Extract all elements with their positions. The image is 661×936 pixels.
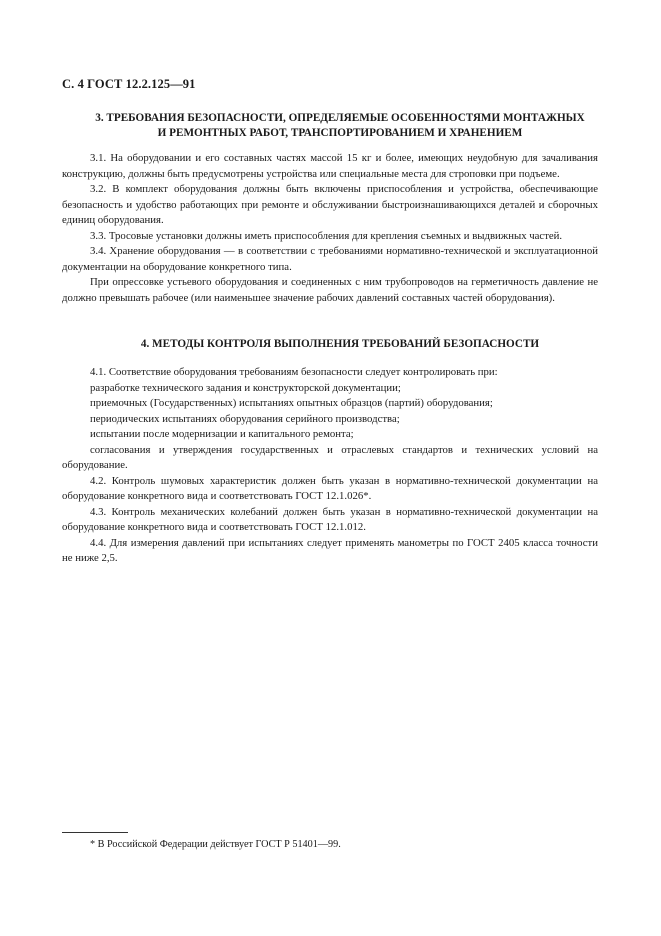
section-4-body (62, 365, 598, 567)
paragraph-3-1: 3.1. На оборудовании и его составных частях массой 15 кг и более, имеющих неудобную для зачаливания конструкцию, должны быть предусмотрены устройства или специальные места для строповки при подъеме. (62, 152, 598, 180)
footnote-divider (62, 832, 128, 833)
paragraph-3-4: 3.4. Хранение оборудования — в соответствии с требованиями нормативно-технической и эксплуатационной документации на оборудование конкретного типа. (62, 245, 598, 273)
list-item-acceptance-tests: приемочных (Государственных) испытаниях опытных образцов (партий) оборудования; (90, 397, 493, 409)
paragraph-3-4-pressure: При опрессовке устьевого оборудования и соединенных с ним трубопроводов на герметичность давление не должно превышать рабочее (или наименьшее значение рабочих давлений составных частей оборудования). (62, 276, 598, 304)
list-item-technical-task: разработке технического задания и конструкторской документации; (90, 381, 401, 394)
section-4-title: 4. МЕТОДЫ КОНТРОЛЯ ВЫПОЛНЕНИЯ ТРЕБОВАНИЙ БЕЗОПАСНОСТИ (140, 338, 540, 350)
paragraph-4-1: 4.1. Соответствие оборудования требованиям безопасности следует контролировать при: (90, 366, 498, 378)
paragraph-3-2: 3.2. В комплект оборудования должны быть включены приспособления и устройства, обеспечивающие безопасность и удобство работающих при ремонте и обслуживании быстроизнашивающихся деталей и сборочных единиц оборудования. (62, 183, 598, 226)
section-3-body (62, 151, 598, 306)
footnote: * В Российской Федерации действует ГОСТ Р 51401—99. (90, 839, 341, 850)
list-item-periodic-tests: периодических испытаниях оборудования серийного производства; (90, 412, 400, 425)
section-3-title-line-1: 3. ТРЕБОВАНИЯ БЕЗОПАСНОСТИ, ОПРЕДЕЛЯЕМЫЕ ОСОБЕННОСТЯМИ МОНТАЖНЫХ (95, 112, 585, 124)
section-3-title (62, 111, 618, 141)
page-header: С. 4 ГОСТ 12.2.125—91 (62, 77, 196, 91)
paragraph-4-2: 4.2. Контроль шумовых характеристик должен быть указан в нормативно-технической документации на оборудование конкретного вида и соответствовать ГОСТ 12.1.026*. (62, 474, 598, 502)
paragraph-4-4: 4.4. Для измерения давлений при испытаниях следует применять манометры по ГОСТ 2405 класса точности не ниже 2,5. (62, 536, 598, 564)
paragraph-3-3: 3.3. Тросовые установки должны иметь приспособления для крепления съемных и выдвижных частей. (90, 229, 563, 242)
list-item-standards-approval: согласования и утверждения государственных и отраслевых стандартов и технических условий на оборудование. (62, 443, 598, 471)
section-3-title-line-2: И РЕМОНТНЫХ РАБОТ, ТРАНСПОРТИРОВАНИЕМ И ХРАНЕНИЕМ (157, 127, 523, 139)
list-item-repair-tests: испытании после модернизации и капитального ремонта; (90, 428, 354, 440)
paragraph-4-3: 4.3. Контроль механических колебаний должен быть указан в нормативно-технической документации на оборудование конкретного вида и соответствовать ГОСТ 12.1.012. (62, 505, 598, 533)
